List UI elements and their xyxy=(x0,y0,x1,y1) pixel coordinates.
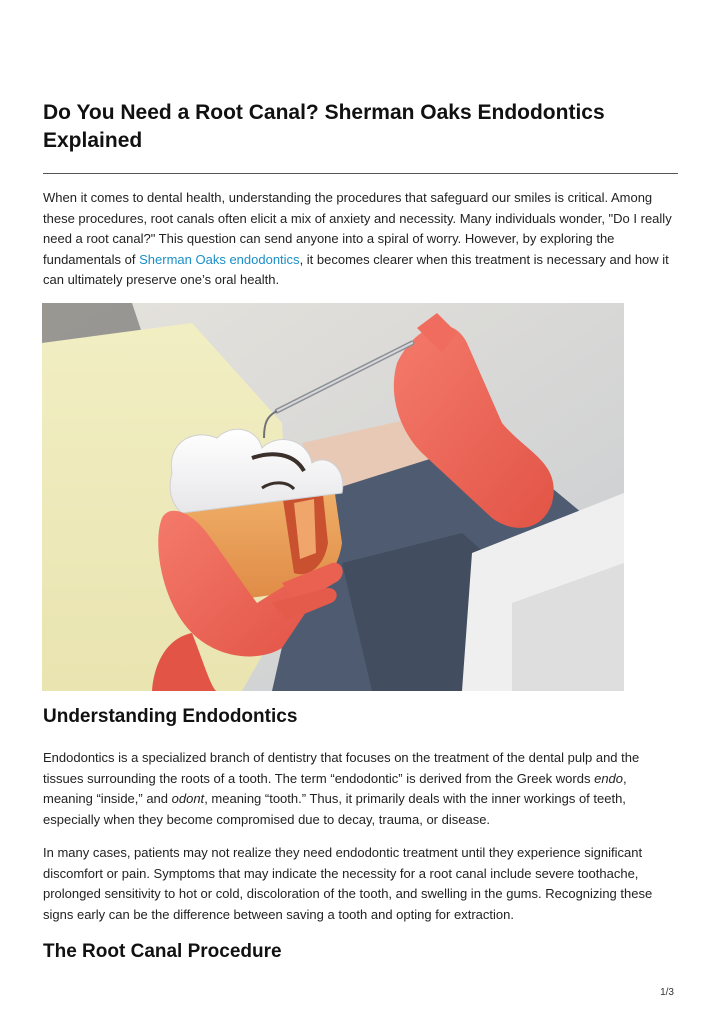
title-divider xyxy=(43,173,678,174)
endodontics-paragraph-2: In many cases, patients may not realize they need endodontic treatment until they experience significant discomfort or pain. Symptoms that may indicate the necessity for a root canal include severe toothache, prolonged sensitivity to hot or cold, discoloration of the tooth, and swelling in the gums. Recognizing these signs early can be the difference between saving a tooth and opting for extraction. xyxy=(43,845,653,922)
page-title: Do You Need a Root Canal? Sherman Oaks Endodontics Explained xyxy=(43,101,605,152)
page-number: 1/3 xyxy=(660,987,674,998)
section-heading-understanding-endodontics: Understanding Endodontics xyxy=(43,706,298,727)
odont-term: odont xyxy=(171,791,205,806)
intro-text-after: , it becomes clearer when this treatment is necessary and how it can ultimately preserve one’s oral health. xyxy=(43,251,669,287)
endo-term: endo xyxy=(594,770,624,786)
section-heading-root-canal-procedure: The Root Canal Procedure xyxy=(43,941,282,962)
dentist-tooth-model-photo xyxy=(42,303,624,691)
endodontics-paragraph-1 xyxy=(43,748,675,830)
intro-paragraph xyxy=(43,188,675,291)
sherman-oaks-endodontics-link[interactable]: Sherman Oaks endodontics xyxy=(139,251,300,267)
endo-p1-text-a: Endodontics is a specialized branch of dentistry that focuses on the treatment of the dental pulp and the tissues surrounding the roots of a tooth. The term “endodontic” is derived from the Greek words xyxy=(43,750,640,786)
endo-p1-text-c: , meaning “tooth.” Thus, it primarily deals with the inner workings of teeth, especially when they become compromised due to decay, trauma, or disease. xyxy=(43,791,626,827)
intro-text-before: When it comes to dental health, understanding the procedures that safeguard our smiles is critical. Among these procedures, root canals often elicit a mix of anxiety and necessity. Many individuals wonder, "Do I really need a root canal?" This question can send anyone into a spiral of worry. However, by exploring the fundamentals of xyxy=(43,190,672,267)
endo-p1-text-b: , meaning “inside,” and xyxy=(43,770,627,806)
